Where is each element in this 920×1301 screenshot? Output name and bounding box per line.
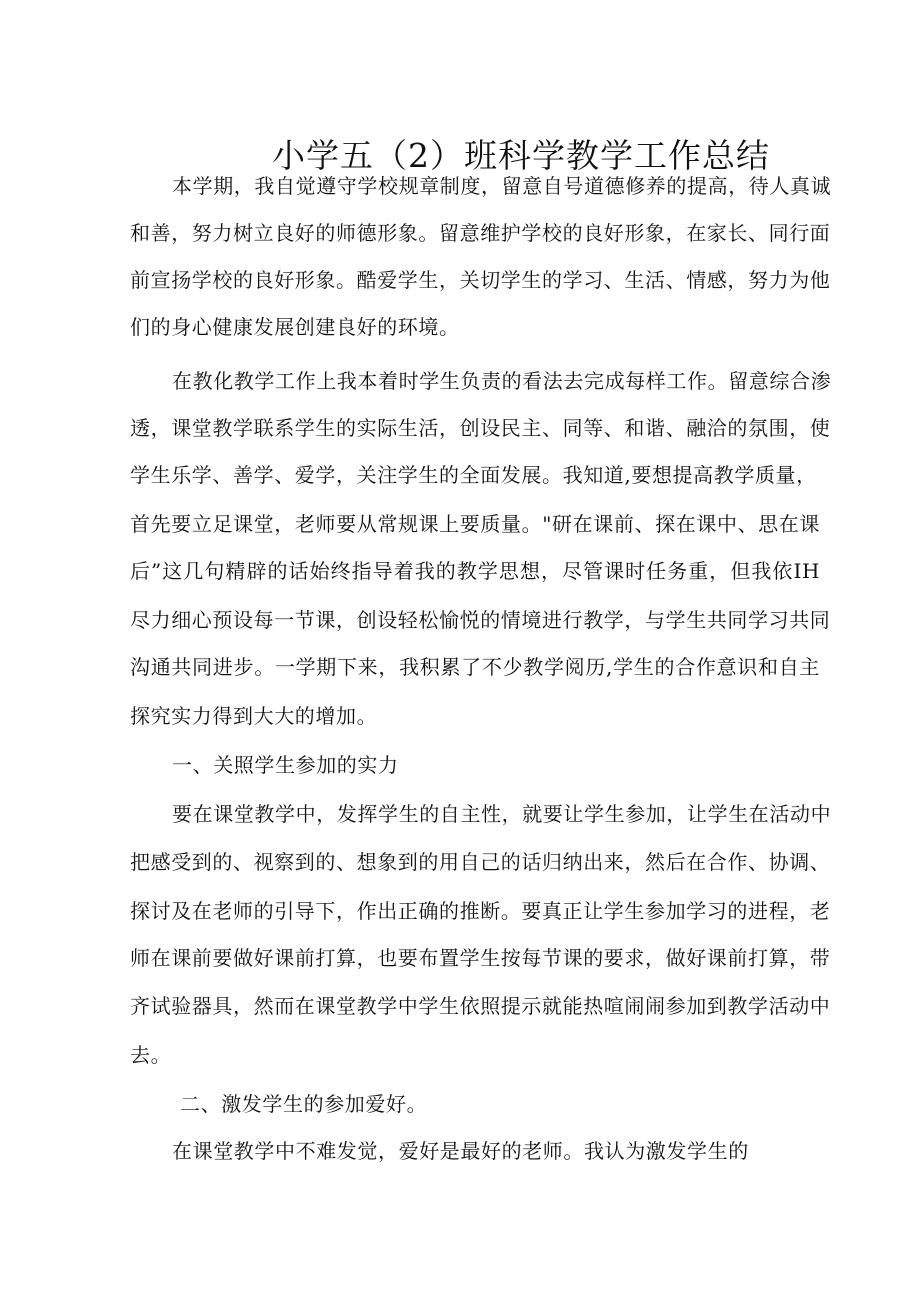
text-line-18: 去。 xyxy=(130,1043,172,1067)
text-line-2: 和善，努力树立良好的师德形象。留意维护学校的良好形象，在家长、同行面 xyxy=(130,221,831,245)
text-line-10: 尽力细心预设每一节课，创设轻松愉悦的情境进行教学，与学生共同学习共同 xyxy=(130,608,831,632)
text-line-12: 探究实力得到大大的增加。 xyxy=(130,704,378,728)
text-line-14: 把感受到的、视察到的、想象到的用自己的话归纳出来，然后在合作、协调、 xyxy=(130,850,831,874)
text-line-17: 齐试验器具，然而在课堂教学中学生依照提示就能热喧闹闹参加到教学活动中 xyxy=(130,994,831,1018)
text-line-8: 首先要立足课堂，老师要从常规课上要质量。"研在课前、探在课中、思在课 xyxy=(130,512,820,536)
text-line-7: 学生乐学、善学、爱学，关注学生的全面发展。我知道,要想提高教学质量， xyxy=(130,463,817,487)
text-line-15: 探讨及在老师的引导下，作出正确的推断。要真正让学生参加学习的进程，老 xyxy=(130,899,831,923)
text-line-11: 沟通共同进步。一学期下来，我积累了不少教学阅历,学生的合作意识和自主 xyxy=(130,655,820,679)
text-line-3: 前宣扬学校的良好形象。酷爱学生，关切学生的学习、生活、情感，努力为他 xyxy=(130,268,831,292)
text-line-19: 在课堂教学中不难发觉，爱好是最好的老师。我认为激发学生的 xyxy=(172,1139,749,1163)
section-heading-2: 二、激发学生的参加爱好。 xyxy=(180,1092,428,1116)
section-heading-1: 一、关照学生参加的实力 xyxy=(172,753,399,777)
document-title: 小学五（2）班科学教学工作总结 xyxy=(272,136,770,176)
text-line-1: 本学期，我自觉遵守学校规章制度，留意自号道德修养的提高，待人真诚 xyxy=(172,174,832,198)
text-line-6: 透，课堂教学联系学生的实际生活，创设民主、同等、和谐、融洽的氛围，使 xyxy=(130,416,831,440)
text-line-5: 在教化教学工作上我本着时学生负责的看法去完成每样工作。留意综合渗 xyxy=(172,369,832,393)
text-line-13: 要在课堂教学中，发挥学生的自主性，就要让学生参加，让学生在活动中 xyxy=(172,802,832,826)
text-line-16: 师在课前要做好课前打算，也要布置学生按每节课的要求，做好课前打算，带 xyxy=(130,946,831,970)
text-line-4: 们的身心健康发展创建良好的环境。 xyxy=(130,315,460,339)
text-line-9: 后”这几句精辟的话始终指导着我的教学思想，尽管课时任务重，但我依IH xyxy=(130,559,820,583)
